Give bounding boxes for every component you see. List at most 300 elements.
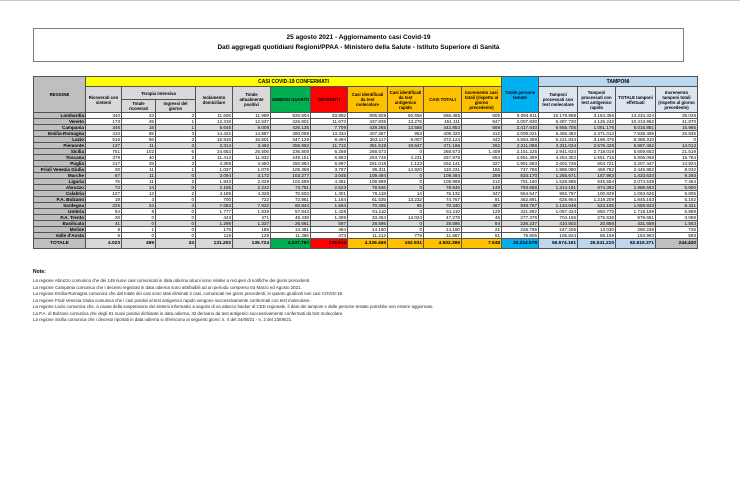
value-cell: 0: [388, 185, 424, 191]
value-cell: 6: [156, 149, 196, 155]
value-cell: 8: [122, 209, 156, 215]
col-header-regione: REGIONE: [34, 77, 86, 113]
value-cell: 73.781: [271, 185, 311, 191]
value-cell: 783.668: [502, 185, 539, 191]
note-line: La regione Friuli Venezia Giulia comunica che i casi positivi al test antigenico rapido vengono successivamente confermati con test molecolare.: [33, 297, 311, 303]
value-cell: 1.063.626: [616, 191, 656, 197]
value-cell: 24.653: [196, 149, 233, 155]
value-cell: 1: [156, 119, 196, 125]
col-header-tamponi-antigenico: Tamponi processati con test antigenico rapido: [578, 87, 616, 113]
value-cell: 47.278: [424, 215, 462, 221]
value-cell: 45.438: [271, 215, 311, 221]
value-cell: 41.870: [656, 119, 698, 125]
value-cell: 268.573: [348, 149, 388, 155]
region-name-cell: Liguria: [34, 179, 86, 185]
value-cell: 604.721: [578, 161, 616, 167]
value-cell: 327: [462, 161, 502, 167]
value-cell: 4.126.242: [578, 119, 616, 125]
value-cell: 5.162: [656, 197, 698, 203]
value-cell: 7.709: [311, 125, 348, 131]
value-cell: 347.129: [271, 137, 311, 143]
totale-row: [34, 239, 698, 249]
value-cell: 1.951.683: [502, 161, 539, 167]
value-cell: 2: [156, 191, 196, 197]
value-cell: 363.117: [348, 137, 388, 143]
value-cell: 18: [122, 125, 156, 131]
value-cell: 2.029: [233, 179, 271, 185]
totale-value-cell: 499: [122, 239, 156, 249]
value-cell: 340: [86, 113, 122, 119]
value-cell: 5.221.834: [539, 137, 578, 143]
totale-value-cell: 34: [156, 239, 196, 249]
value-cell: 13.334: [311, 131, 348, 137]
value-cell: 593: [656, 233, 698, 239]
value-cell: 28.595: [424, 221, 462, 227]
value-cell: 14.013: [656, 143, 698, 149]
value-cell: 6.287.720: [539, 119, 578, 125]
value-cell: 805.829: [348, 113, 388, 119]
value-cell: 78.546: [424, 185, 462, 191]
value-cell: 74.767: [424, 197, 462, 203]
value-cell: 2.007.830: [502, 119, 539, 125]
value-cell: 0: [156, 209, 196, 215]
value-cell: 1.658.833: [616, 203, 656, 209]
totale-label-cell: TOTALE: [34, 239, 86, 249]
value-cell: 11.212: [348, 233, 388, 239]
value-cell: 426.901: [271, 119, 311, 125]
value-cell: 11.712: [311, 143, 348, 149]
region-name-cell: Veneto: [34, 119, 86, 125]
region-name-cell: Molise: [34, 227, 86, 233]
value-cell: 176: [196, 227, 233, 233]
value-cell: 46: [462, 215, 502, 221]
value-cell: 6.259: [311, 149, 348, 155]
value-cell: 110.231: [424, 167, 462, 173]
value-cell: 262: [462, 143, 502, 149]
value-cell: 1.718.199: [616, 209, 656, 215]
value-cell: 379: [86, 155, 122, 161]
note-line: La regione Campania comunica che i decessi registrati in data odierna sono attribuibili ad un periodo compreso tra Marzo ed Agosto 2021.: [33, 284, 302, 290]
value-cell: 155: [462, 167, 502, 173]
value-cell: 13.276: [388, 119, 424, 125]
value-cell: 654: [462, 155, 502, 161]
value-cell: 11.832: [233, 155, 271, 161]
value-cell: 5.805: [656, 191, 698, 197]
value-cell: 109.494: [424, 173, 462, 179]
value-cell: 14.160: [424, 227, 462, 233]
value-cell: 1.528.985: [539, 179, 578, 185]
value-cell: 60.844: [271, 203, 311, 209]
value-cell: 14.160: [348, 227, 388, 233]
value-cell: 105.358: [271, 167, 311, 173]
value-cell: 442.853: [424, 125, 462, 131]
region-name-cell: Valle d'Aosta: [34, 233, 86, 239]
col-header-deceduti: DECEDUTI: [311, 87, 348, 113]
value-cell: 1.123: [388, 161, 424, 167]
value-cell: 95.311: [348, 167, 388, 173]
value-cell: 2.155: [196, 185, 233, 191]
value-cell: 516: [86, 137, 122, 143]
value-cell: 13.481: [271, 227, 311, 233]
value-cell: 11: [122, 173, 156, 179]
value-cell: 0: [156, 227, 196, 233]
value-cell: 442: [462, 137, 502, 143]
value-cell: 3.166.476: [578, 137, 616, 143]
value-cell: 650.775: [578, 209, 616, 215]
value-cell: 3.314: [196, 143, 233, 149]
value-cell: 1.409: [462, 149, 502, 155]
value-cell: 0: [156, 221, 196, 227]
value-cell: 15.919: [196, 137, 233, 143]
value-cell: 13.588: [388, 125, 424, 131]
value-cell: 372.124: [424, 137, 462, 143]
value-cell: 953: [388, 131, 424, 137]
value-cell: 60.656: [388, 113, 424, 119]
value-cell: 9.007: [388, 137, 424, 143]
value-cell: 73: [86, 185, 122, 191]
value-cell: 11.413: [196, 155, 233, 161]
region-name-cell: Campania: [34, 125, 86, 131]
value-cell: 948.767: [502, 203, 539, 209]
value-cell: 1: [156, 167, 196, 173]
value-cell: 1.986.080: [539, 167, 578, 173]
region-name-cell: Calabria: [34, 191, 86, 197]
totale-value-cell: 128.914: [311, 239, 348, 249]
value-cell: 102.589: [271, 179, 311, 185]
value-cell: 15.764: [656, 155, 698, 161]
value-cell: 0: [388, 149, 424, 155]
note-line: La regione Lazio comunica che, a causa della sospensione dei sistemi informatici a seguito di un attacco hacker al CED regionale, il dato dei tamponi e delle persone testate potrebbe non essere aggiornato.: [33, 304, 434, 309]
value-cell: 443: [196, 215, 233, 221]
value-cell: 2: [156, 155, 196, 161]
value-cell: 4.564.368: [502, 137, 539, 143]
value-cell: 736: [656, 227, 698, 233]
value-cell: 410.802: [539, 221, 578, 227]
value-cell: 2.523: [311, 185, 348, 191]
value-cell: 16.501: [233, 137, 271, 143]
value-cell: 429.265: [348, 125, 388, 131]
region-name-cell: P.A. Bolzano: [34, 197, 86, 203]
value-cell: 5.094.911: [502, 113, 539, 119]
value-cell: 28.595: [348, 221, 388, 227]
value-cell: 24: [122, 203, 156, 209]
value-cell: 28: [86, 215, 122, 221]
value-cell: 4.254.352: [539, 155, 578, 161]
region-name-cell: Emilia-Romagna: [34, 131, 86, 137]
value-cell: 380.099: [271, 131, 311, 137]
value-cell: 26.835: [656, 131, 698, 137]
value-cell: 8.421: [656, 203, 698, 209]
value-cell: 2.602.726: [539, 161, 578, 167]
value-cell: 43: [122, 113, 156, 119]
value-cell: 11: [122, 143, 156, 149]
value-cell: 2.576.428: [578, 143, 616, 149]
value-cell: 3: [122, 197, 156, 203]
value-cell: 3.797: [311, 167, 348, 173]
value-cell: 167.963: [578, 173, 616, 179]
value-cell: 2.941.634: [539, 149, 578, 155]
value-cell: 5.889: [656, 209, 698, 215]
col-header-casi-totali: CASI TOTALI: [424, 87, 462, 113]
value-cell: 61.535: [348, 197, 388, 203]
totale-value-cell: 135.724: [233, 239, 271, 249]
value-cell: 39.028: [656, 113, 698, 119]
value-cell: 1.037: [196, 167, 233, 173]
value-cell: 426.135: [271, 125, 311, 131]
value-cell: 1.061.176: [578, 125, 616, 131]
value-cell: 127: [86, 191, 122, 197]
value-cell: 108.999: [348, 179, 388, 185]
value-cell: 15.985: [656, 125, 698, 131]
value-cell: 12: [122, 191, 156, 197]
totale-value-cell: 7.548: [462, 239, 502, 249]
value-cell: 2: [156, 179, 196, 185]
value-cell: 26.661: [271, 221, 311, 227]
value-cell: 76.118: [348, 191, 388, 197]
value-cell: 261.018: [348, 161, 388, 167]
value-cell: 421.892: [502, 209, 539, 215]
value-cell: 5.887.462: [616, 143, 656, 149]
value-cell: 355.992: [271, 143, 311, 149]
value-cell: 3.172: [233, 173, 271, 179]
value-cell: 0: [156, 173, 196, 179]
totale-value-cell: 32.214.578: [502, 239, 539, 249]
value-cell: 33.892: [311, 113, 348, 119]
value-cell: 0: [388, 221, 424, 227]
value-cell: 57.843: [271, 209, 311, 215]
value-cell: 1.564: [311, 203, 348, 209]
col-header-tamponi-molecolare: Tamponi processati con test molecolare: [539, 87, 578, 113]
value-cell: 4.308: [196, 161, 233, 167]
region-name-cell: Sardegna: [34, 203, 86, 209]
value-cell: 250.894: [271, 161, 311, 167]
value-cell: 268.573: [424, 149, 462, 155]
value-cell: 408.320: [424, 131, 462, 137]
value-cell: 8: [86, 227, 122, 233]
value-cell: 751: [86, 149, 122, 155]
notes-label: Note:: [33, 269, 46, 275]
value-cell: 3: [156, 113, 196, 119]
value-cell: 226.785: [502, 227, 539, 233]
value-cell: 1.428: [311, 209, 348, 215]
value-cell: 452.891: [502, 197, 539, 203]
value-cell: 564.547: [502, 191, 539, 197]
value-cell: 347: [462, 191, 502, 197]
value-cell: 11: [122, 167, 156, 173]
value-cell: 3: [156, 143, 196, 149]
value-cell: 704.156: [539, 215, 578, 221]
title-box: [33, 28, 684, 62]
value-cell: 4.328: [233, 191, 271, 197]
value-cell: 3.094: [196, 173, 233, 179]
value-cell: 260.236: [616, 227, 656, 233]
value-cell: 700: [196, 197, 233, 203]
value-cell: 226.237: [502, 221, 539, 227]
region-name-cell: P.A. Trento: [34, 215, 86, 221]
region-name-cell: Marche: [34, 173, 86, 179]
value-cell: 0: [656, 137, 698, 143]
value-cell: 3: [156, 137, 196, 143]
value-cell: 4.189: [196, 191, 233, 197]
value-cell: 14.920: [388, 167, 424, 173]
value-cell: 1.551.716: [578, 155, 616, 161]
value-cell: 3.059: [656, 215, 698, 221]
value-cell: 5.806.068: [616, 155, 656, 161]
value-cell: 5.660: [656, 185, 698, 191]
totale-value-cell: 244.420: [656, 239, 698, 249]
value-cell: 163.983: [616, 233, 656, 239]
value-cell: 1.067.424: [539, 209, 578, 215]
value-cell: 346: [86, 125, 122, 131]
value-cell: 84: [462, 221, 502, 227]
covid-data-table: [33, 76, 698, 249]
bulletin-title: 25 agosto 2021 - Aggiornamento casi Covid-19: [286, 34, 431, 41]
value-cell: 674.392: [578, 185, 616, 191]
value-cell: 70.255: [348, 203, 388, 209]
value-cell: 597: [311, 221, 348, 227]
value-cell: 6.697: [311, 161, 348, 167]
value-cell: 21: [462, 227, 502, 233]
band-terapia-intensiva: Terapia intensiva: [122, 87, 196, 100]
value-cell: 14.887: [233, 131, 271, 137]
value-cell: 100.829: [578, 191, 616, 197]
value-cell: 249.151: [271, 155, 311, 161]
value-cell: 25.506: [233, 149, 271, 155]
value-cell: 76.132: [424, 191, 462, 197]
value-cell: 1.265.671: [539, 173, 578, 179]
region-name-cell: Lazio: [34, 137, 86, 143]
note-line: La regione Emilia-Romagna comunica che dal totale dei casi sono stati eliminati 2 casi, comunicati nei giorni precedenti, in quanto giudicati non casi COVID-19.: [33, 291, 344, 296]
value-cell: 13.030: [578, 227, 616, 233]
value-cell: 236.808: [271, 149, 311, 155]
value-cell: 8.016.881: [616, 125, 656, 131]
value-cell: 259: [462, 173, 502, 179]
region-name-cell: Sicilia: [34, 149, 86, 155]
value-cell: 247.206: [539, 227, 578, 233]
value-cell: 3.311.034: [539, 143, 578, 149]
value-cell: 19.647: [388, 143, 424, 149]
region-name-cell: Friuli Venezia Giulia: [34, 167, 86, 173]
value-cell: 2.242: [233, 185, 271, 191]
value-cell: 1.777: [196, 209, 233, 215]
value-cell: 263.745: [348, 155, 388, 161]
note-line: La P.A. di Bolzano comunica che degli 81 nuovi positivi dichiarati in data odierna, 32 derivano da test antigenici successivamente confermati da test molecolare.: [33, 310, 344, 316]
value-cell: 3: [156, 161, 196, 167]
note-line: La regione Abruzzo comunica che dei 149 nuovi casi comunicati in data odierna alcuni sono relativi a recuperi di notifiche dei giorni precedenti.: [33, 278, 311, 283]
value-cell: 979.691: [616, 215, 656, 221]
notes-list: [33, 278, 693, 324]
value-cell: 1.845.163: [616, 197, 656, 203]
value-cell: 431.658: [616, 221, 656, 227]
value-cell: 6.993: [311, 155, 348, 161]
value-cell: 105.824: [539, 233, 578, 239]
value-cell: 834.170: [502, 173, 539, 179]
totale-value-cell: 4.023: [86, 239, 122, 249]
col-header-positivi: Totale attualmente positivi: [233, 87, 271, 113]
value-cell: 262.141: [424, 161, 462, 167]
value-cell: 1.134.648: [539, 203, 578, 209]
value-cell: 109.494: [348, 173, 388, 179]
value-cell: 67: [86, 173, 122, 179]
value-cell: 9.293: [656, 173, 698, 179]
region-name-cell: Toscana: [34, 155, 86, 161]
region-name-cell: Umbria: [34, 209, 86, 215]
value-cell: 747.756: [502, 167, 539, 173]
value-cell: 33.254: [348, 215, 388, 221]
value-cell: 2.151.225: [502, 149, 539, 155]
region-name-cell: Basilicata: [34, 221, 86, 227]
col-header-incremento-casi: Incremento casi totali (rispetto al giorno precedente): [462, 87, 502, 113]
totale-value-cell: 131.202: [196, 239, 233, 249]
value-cell: 371.166: [424, 143, 462, 149]
value-cell: 55: [122, 131, 156, 137]
value-cell: 14: [388, 191, 424, 197]
value-cell: 25: [122, 161, 156, 167]
value-cell: 775: [388, 233, 424, 239]
value-cell: 19: [86, 197, 122, 203]
value-cell: 45: [122, 119, 156, 125]
value-cell: 3.462: [233, 143, 271, 149]
value-cell: 137: [86, 143, 122, 149]
value-cell: 267.976: [424, 155, 462, 161]
band-tamponi: TAMPONI: [539, 77, 698, 87]
value-cell: 10.413.962: [616, 119, 656, 125]
region-name-cell: Puglia: [34, 161, 86, 167]
value-cell: 108.999: [424, 179, 462, 185]
value-cell: 7.836.495: [616, 131, 656, 137]
value-cell: 820.604: [271, 113, 311, 119]
value-cell: 61.110: [424, 209, 462, 215]
value-cell: 2.445.862: [616, 167, 656, 173]
value-cell: 0: [388, 209, 424, 215]
value-cell: 8.494: [311, 137, 348, 143]
totale-value-cell: 56.574.161: [539, 239, 578, 249]
totale-value-cell: 4.237.750: [271, 239, 311, 249]
value-cell: 2.009.021: [502, 131, 539, 137]
value-cell: 407.367: [348, 131, 388, 137]
value-cell: 277.376: [502, 215, 539, 221]
col-header-casi-molecolare: Casi identificati da test molecolare: [348, 87, 388, 113]
value-cell: 11.989: [233, 113, 271, 119]
value-cell: 8.032: [656, 167, 698, 173]
value-cell: 410: [86, 131, 122, 137]
value-cell: 7.464: [656, 179, 698, 185]
value-cell: 20.856: [578, 221, 616, 227]
value-cell: 75: [86, 179, 122, 185]
value-cell: 0: [156, 215, 196, 221]
value-cell: 1.301: [311, 191, 348, 197]
value-cell: 0: [156, 197, 196, 203]
value-cell: 78.805: [502, 233, 539, 239]
totale-value-cell: 26.041.210: [578, 239, 616, 249]
value-cell: 103.277: [271, 173, 311, 179]
value-cell: 5.659.653: [616, 149, 656, 155]
value-cell: 217: [86, 161, 122, 167]
value-cell: 1.184: [311, 197, 348, 203]
value-cell: 1.296: [196, 221, 233, 227]
value-cell: 487: [462, 203, 502, 209]
col-header-guariti: DIMESSI GUARITI: [271, 87, 311, 113]
col-header-persone-testate: Totale persone testate: [502, 77, 539, 113]
totale-value-cell: 4.502.396: [424, 239, 462, 249]
value-cell: 1: [156, 125, 196, 131]
value-cell: 51: [462, 233, 502, 239]
col-header-ti-totale: Totale ricoverati: [122, 100, 156, 113]
value-cell: 1.433.634: [616, 173, 656, 179]
value-cell: 13.334.324: [616, 113, 656, 119]
value-cell: 1.943: [196, 179, 233, 185]
value-cell: 2.371.013: [578, 131, 616, 137]
